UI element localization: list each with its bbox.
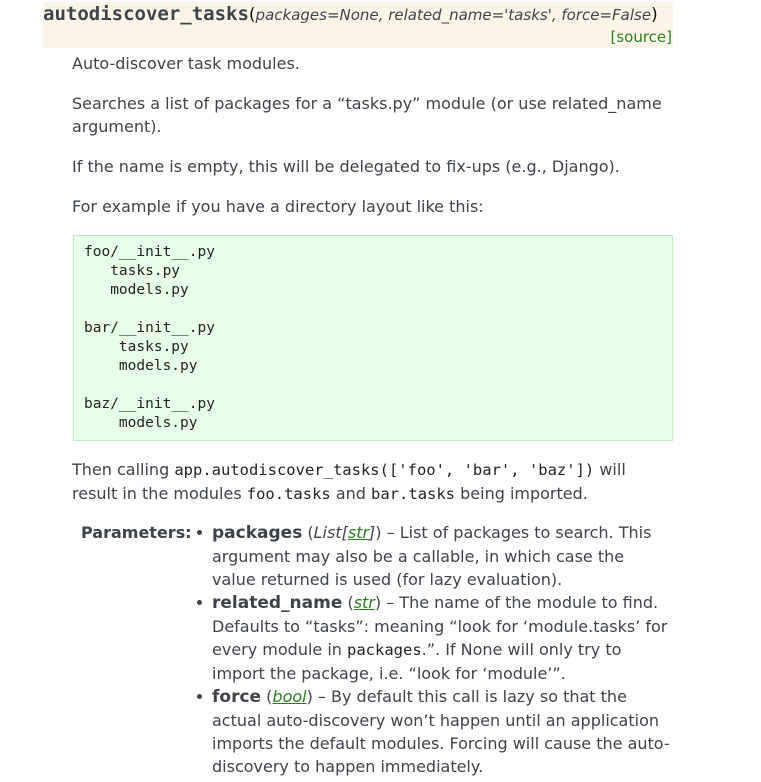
param-related-name: related_name (str) – The name of the module to find. Defaults to “tasks”: meaning “look for ‘module.tasks’ for every module in packages.”. If None will only try to import the package, i.e. “look for ‘module’”.	[212, 591, 672, 685]
code-block-text: foo/__init__.py tasks.py models.py bar/__init__.py tasks.py models.py baz/__init__.py models.py	[84, 244, 215, 431]
then-calling-middle: will result in the modules	[72, 460, 626, 503]
method-signature	[43, 2, 673, 48]
description-paragraph-3: If the name is empty, this will be delegated to fix-ups (e.g., Django).	[72, 157, 620, 176]
signature-params: packages=None, related_name='tasks', force=False	[255, 6, 652, 24]
param-force: force (bool) – By default this call is lazy so that the actual auto-discovery won’t happen until an application imports the default modules. Forcing will cause the auto-discovery to happen immediately.	[212, 685, 672, 778]
description-paragraph-4: For example if you have a directory layout like this:	[72, 197, 484, 216]
source-link[interactable]: [source]	[610, 28, 672, 46]
param-desc-related-name-a: – The name of the module to find. Defaults to “tasks”: meaning “look for ‘module.tasks’ for every module in	[212, 593, 668, 659]
param-desc-related-name-b: .”. If None will only try to import the package, i.e. “look for ‘module’”.	[212, 640, 622, 683]
method-name: autodiscover_tasks	[43, 3, 249, 25]
type-link-str[interactable]: str	[347, 523, 370, 542]
type-link-bool[interactable]: bool	[272, 687, 307, 706]
param-name-packages: packages	[212, 523, 303, 543]
param-type-prefix-packages: List[	[313, 523, 348, 542]
code-call: app.autodiscover_tasks(['foo', 'bar', 'baz'])	[174, 461, 595, 479]
code-block	[73, 235, 673, 441]
then-calling-prefix: Then calling	[72, 460, 175, 479]
signature-open-paren: (	[248, 5, 256, 25]
param-packages: packages (List[str]) – List of packages to search. This argument may also be a callable, in which case the value returned is used (for lazy evaluation).	[212, 521, 672, 591]
description-paragraph-1: Auto-discover task modules.	[72, 54, 300, 73]
param-name-related-name: related_name	[212, 593, 343, 613]
code-packages: packages	[347, 641, 422, 659]
code-foo-tasks: foo.tasks	[246, 485, 331, 503]
then-calling-suffix: being imported.	[455, 484, 588, 503]
then-calling-paragraph	[72, 458, 672, 506]
param-type-suffix-packages: ]	[369, 523, 376, 542]
then-calling-and: and	[330, 484, 372, 503]
parameters-label: Parameters:	[81, 523, 192, 542]
param-desc-force: – By default this call is lazy so that the actual auto-discovery won’t happen until an application imports the default modules. Forcing will cause the auto-discovery to happen immediately.	[212, 687, 670, 776]
parameters-list	[212, 521, 672, 778]
signature-close-paren: )	[651, 5, 658, 25]
type-link-str[interactable]: str	[353, 593, 375, 612]
param-desc-packages: – List of packages to search. This argument may also be a callable, in which case the value returned is used (for lazy evaluation).	[212, 523, 652, 589]
code-bar-tasks: bar.tasks	[371, 485, 456, 503]
param-name-force: force	[212, 687, 262, 707]
description-paragraph-2: Searches a list of packages for a “tasks.py” module (or use related_name argument).	[72, 94, 662, 136]
